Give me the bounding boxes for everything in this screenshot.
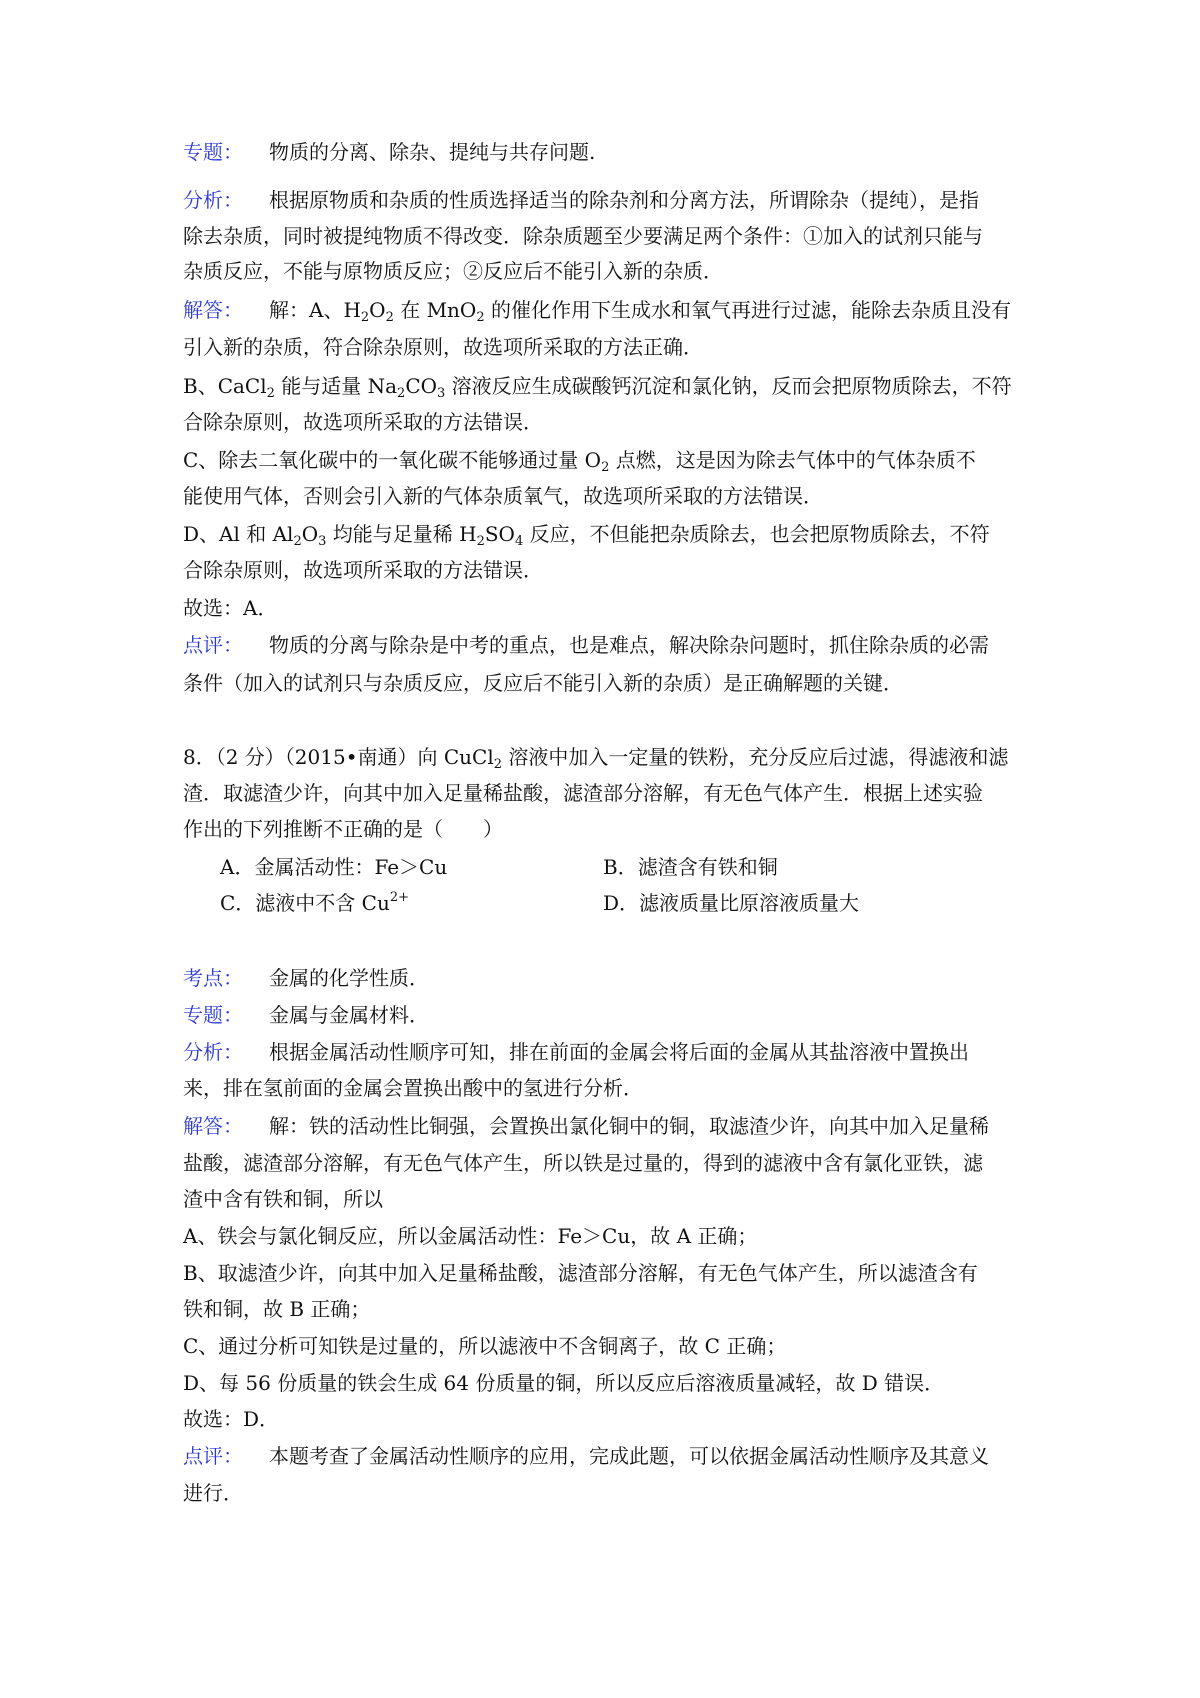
answer-line: 故选：A． xyxy=(183,596,278,620)
jieda-line-2: 引入新的杂质，符合除杂原则，故选项所采取的方法正确． xyxy=(183,335,703,359)
zhuanti-text: 物质的分离、除杂、提纯与共存问题. xyxy=(269,140,596,164)
option-b-analysis-2: 合除杂原则，故选项所采取的方法错误． xyxy=(183,410,543,434)
option-d-analysis-2: 合除杂原则，故选项所采取的方法错误． xyxy=(183,558,543,582)
option-b: B．滤渣含有铁和铜 xyxy=(603,855,778,879)
jieda2-line-2: 盐酸，滤渣部分溶解，有无色气体产生，所以铁是过量的，得到的滤液中含有氯化亚铁，滤 xyxy=(183,1151,983,1175)
dianping-line-1: 点评： 物质的分离与除杂是中考的重点，也是难点，解决除杂问题时，抓住除杂质的必需 xyxy=(183,630,1028,660)
fenxi-label: 分析： xyxy=(183,188,243,212)
analysis-b-1: B、取滤渣少许，向其中加入足量稀盐酸，滤渣部分溶解，有无色气体产生，所以滤渣含有 xyxy=(183,1261,978,1285)
jieda2-line-3: 渣中含有铁和铜，所以 xyxy=(183,1187,383,1211)
zhuanti-line-2: 专题： 金属与金属材料． xyxy=(183,1000,1028,1030)
option-d-analysis-1: D、Al 和 $Al_2O_3$ 均能与足量稀 $H_2SO_4$ 反应，不但能把杂质除去，也会把原物质除去，不符 xyxy=(183,522,990,549)
zhuanti-line-1 xyxy=(183,137,1028,167)
dianping2-line-1: 点评： 本题考查了金属活动性顺序的应用，完成此题，可以依据金属活动性顺序及其意义 xyxy=(183,1441,1028,1471)
question-8-line-1: 8．（2 分）（2015•南通）向 CuCl$_2$ 溶液中加入一定量的铁粉，充分反应后过滤，得滤液和滤 xyxy=(183,745,1009,772)
option-a: A．金属活动性：Fe＞Cu xyxy=(220,855,448,879)
fenxi2-line-2: 来，排在氢前面的金属会置换出酸中的氢进行分析． xyxy=(183,1076,643,1100)
analysis-d: D、每 56 份质量的铁会生成 64 份质量的铜，所以反应后溶液质量减轻，故 D 错误． xyxy=(183,1371,945,1395)
option-b-analysis-1: B、CaCl$_2$ 能与适量 $Na_2CO_3$ 溶液反应生成碳酸钙沉淀和氯化钠，反而会把原物质除去，不符 xyxy=(183,374,1012,401)
option-c-analysis-2: 能使用气体，否则会引入新的气体杂质氧气，故选项所采取的方法错误． xyxy=(183,484,823,508)
kaodian-line: 考点： 金属的化学性质． xyxy=(183,963,1028,993)
analysis-b-2: 铁和铜，故 B 正确； xyxy=(183,1297,371,1321)
question-8-line-3: 作出的下列推断不正确的是（ ） xyxy=(183,817,503,841)
dianping-label: 点评： xyxy=(183,633,243,657)
zhuanti-label-2: 专题： xyxy=(183,1003,243,1027)
fenxi-line-1 xyxy=(183,185,1028,215)
jieda-label-2: 解答： xyxy=(183,1114,243,1138)
fenxi-text: 根据原物质和杂质的性质选择适当的除杂剂和分离方法，所谓除杂（提纯），是指 xyxy=(269,188,979,212)
dianping2-line-2: 进行． xyxy=(183,1481,243,1505)
fenxi-label-2: 分析： xyxy=(183,1040,243,1064)
jieda-text: 解：A、$H_2O_2$ 在 MnO$_2$ 的催化作用下生成水和氧气再进行过滤，能除去杂质且没有 xyxy=(269,298,1011,325)
dianping-line-2: 条件（加入的试剂只与杂质反应，反应后不能引入新的杂质）是正确解题的关键． xyxy=(183,671,903,695)
jieda-label: 解答： xyxy=(183,298,243,322)
jieda2-line-1: 解答： 解：铁的活动性比铜强，会置换出氯化铜中的铜，取滤渣少许，向其中加入足量稀 xyxy=(183,1111,1028,1141)
answer-line-2: 故选：D． xyxy=(183,1407,280,1431)
jieda-line-1 xyxy=(183,295,1028,325)
fenxi2-line-1: 分析： 根据金属活动性顺序可知，排在前面的金属会将后面的金属从其盐溶液中置换出 xyxy=(183,1037,1028,1067)
dianping-label-2: 点评： xyxy=(183,1444,243,1468)
analysis-c: C、通过分析可知铁是过量的，所以滤液中不含铜离子，故 C 正确； xyxy=(183,1334,787,1358)
fenxi-line-3: 杂质反应，不能与原物质反应；②反应后不能引入新的杂质． xyxy=(183,259,723,283)
option-d: D．滤液质量比原溶液质量大 xyxy=(603,891,860,915)
zhuanti-label: 专题： xyxy=(183,140,243,164)
kaodian-label: 考点： xyxy=(183,966,243,990)
option-c: C．滤液中不含 $Cu^{2+}$ xyxy=(220,890,410,915)
fenxi-line-2: 除去杂质，同时被提纯物质不得改变．除杂质题至少要满足两个条件：①加入的试剂只能与 xyxy=(183,224,983,248)
analysis-a: A、铁会与氯化铜反应，所以金属活动性：Fe＞Cu，故 A 正确； xyxy=(183,1224,758,1248)
option-c-analysis-1: C、除去二氧化碳中的一氧化碳不能够通过量 $O_2$ 点燃，这是因为除去气体中的气体杂质不 xyxy=(183,448,976,475)
question-8-line-2: 渣．取滤渣少许，向其中加入足量稀盐酸，滤渣部分溶解，有无色气体产生．根据上述实验 xyxy=(183,781,983,805)
